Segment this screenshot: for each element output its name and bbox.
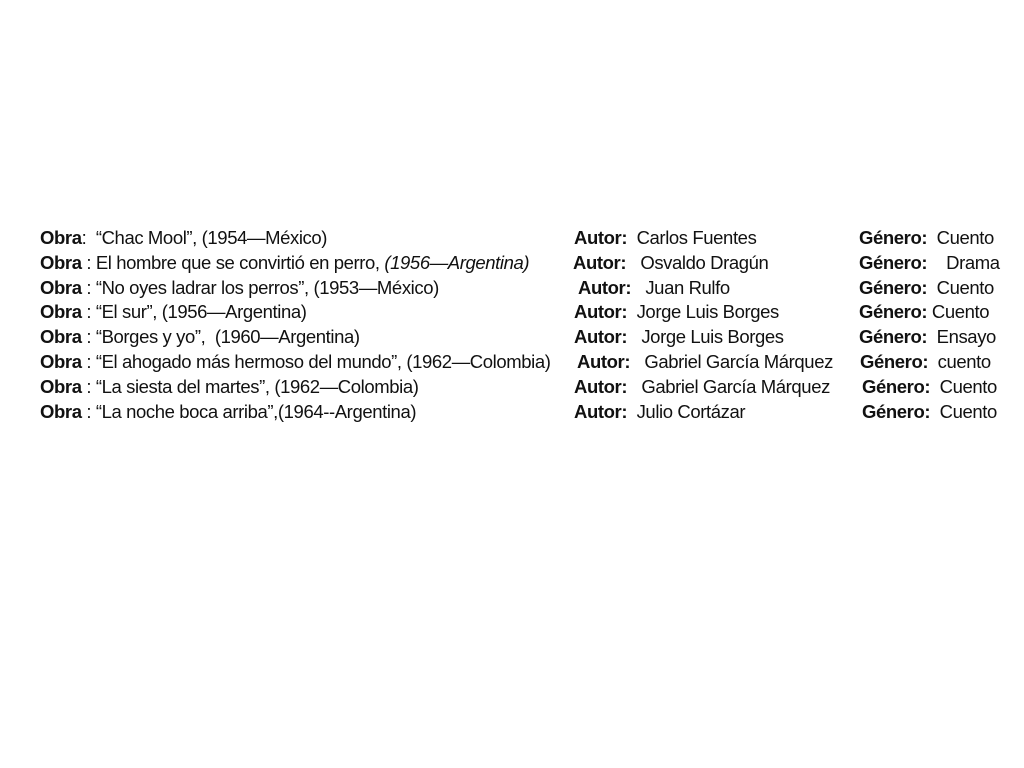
obra-separator: : <box>81 276 96 298</box>
autor-label: Autor: <box>574 400 628 422</box>
genero-value: Cuento <box>931 301 990 323</box>
genero-value: Cuento <box>939 400 997 422</box>
autor-name: Osvaldo Dragún <box>640 251 769 273</box>
obra-separator: : <box>81 375 96 397</box>
obra-title: “La noche boca arriba”,(1964--Argentina) <box>95 400 417 422</box>
autor-separator <box>627 326 641 347</box>
genero-separator <box>930 376 939 397</box>
autor-name: Juan Rulfo <box>645 276 730 298</box>
genero-label: Género: <box>860 350 929 372</box>
autor-name: Jorge Luis Borges <box>641 326 784 348</box>
obra-label: Obra <box>40 227 82 248</box>
autor-name: Gabriel García Márquez <box>644 350 833 372</box>
genero-value: Ensayo <box>936 326 996 348</box>
genero-value: Drama <box>946 251 1000 273</box>
obra-title: “No oyes ladrar los perros”, (1953—México) <box>95 276 439 298</box>
obra-title: “El ahogado más hermoso del mundo”, (1962—Colombia) <box>95 350 551 372</box>
obra-title-italic: (1956—Argentina) <box>384 251 530 273</box>
autor-name: Jorge Luis Borges <box>636 301 779 323</box>
obra-label: Obra <box>40 375 82 397</box>
genero-separator <box>927 277 936 298</box>
genero-value: Cuento <box>936 276 994 298</box>
autor-label: Autor: <box>574 227 628 248</box>
works-list <box>40 226 1010 424</box>
work-row <box>40 226 1010 251</box>
genero-value: Cuento <box>939 375 997 397</box>
autor-separator <box>631 277 645 298</box>
obra-separator: : <box>81 251 96 273</box>
genero-separator <box>927 252 946 273</box>
genero-label: Género: <box>859 326 928 348</box>
genero-label: Género: <box>859 276 928 298</box>
work-row <box>40 350 1010 375</box>
genero-separator <box>928 351 937 372</box>
autor-separator <box>627 376 641 397</box>
obra-title: “La siesta del martes”, (1962—Colombia) <box>95 375 419 397</box>
autor-label: Autor: <box>577 350 631 372</box>
obra-label: Obra <box>40 326 82 348</box>
autor-separator <box>627 301 636 322</box>
autor-separator <box>627 401 636 422</box>
autor-separator <box>630 351 644 372</box>
genero-label: Género: <box>859 301 928 323</box>
autor-name: Carlos Fuentes <box>636 227 757 248</box>
obra-label: Obra <box>40 276 82 298</box>
obra-separator: : <box>81 301 96 323</box>
autor-label: Autor: <box>574 326 628 348</box>
genero-separator <box>927 326 936 347</box>
work-row <box>40 325 1010 350</box>
obra-label: Obra <box>40 301 82 323</box>
autor-label: Autor: <box>573 251 627 273</box>
genero-separator <box>930 401 939 422</box>
genero-label: Género: <box>862 400 931 422</box>
autor-label: Autor: <box>574 375 628 397</box>
genero-value: cuento <box>937 350 991 372</box>
genero-label: Género: <box>862 375 931 397</box>
obra-separator: : <box>81 326 96 348</box>
work-row <box>40 400 1010 425</box>
genero-label: Género: <box>859 251 928 273</box>
obra-title: El hombre que se convirtió en perro, <box>95 251 385 273</box>
obra-title: “Chac Mool”, (1954—México) <box>95 227 328 248</box>
obra-separator: : <box>81 350 96 372</box>
work-row <box>40 375 1010 400</box>
autor-name: Julio Cortázar <box>636 400 746 422</box>
autor-separator <box>627 227 636 248</box>
autor-label: Autor: <box>574 301 628 323</box>
obra-label: Obra <box>40 251 82 273</box>
obra-label: Obra <box>40 400 82 422</box>
autor-label: Autor: <box>578 276 632 298</box>
genero-separator <box>927 227 936 248</box>
obra-label: Obra <box>40 350 82 372</box>
autor-name: Gabriel García Márquez <box>641 375 830 397</box>
genero-value: Cuento <box>936 227 994 248</box>
autor-separator <box>626 252 640 273</box>
genero-label: Género: <box>859 227 928 248</box>
work-row <box>40 251 1010 276</box>
obra-separator: : <box>81 400 96 422</box>
work-row <box>40 276 1010 301</box>
obra-separator: : <box>81 227 96 248</box>
obra-title: “El sur”, (1956—Argentina) <box>95 301 307 323</box>
work-row <box>40 300 1010 325</box>
obra-title: “Borges y yo”, (1960—Argentina) <box>95 326 360 348</box>
